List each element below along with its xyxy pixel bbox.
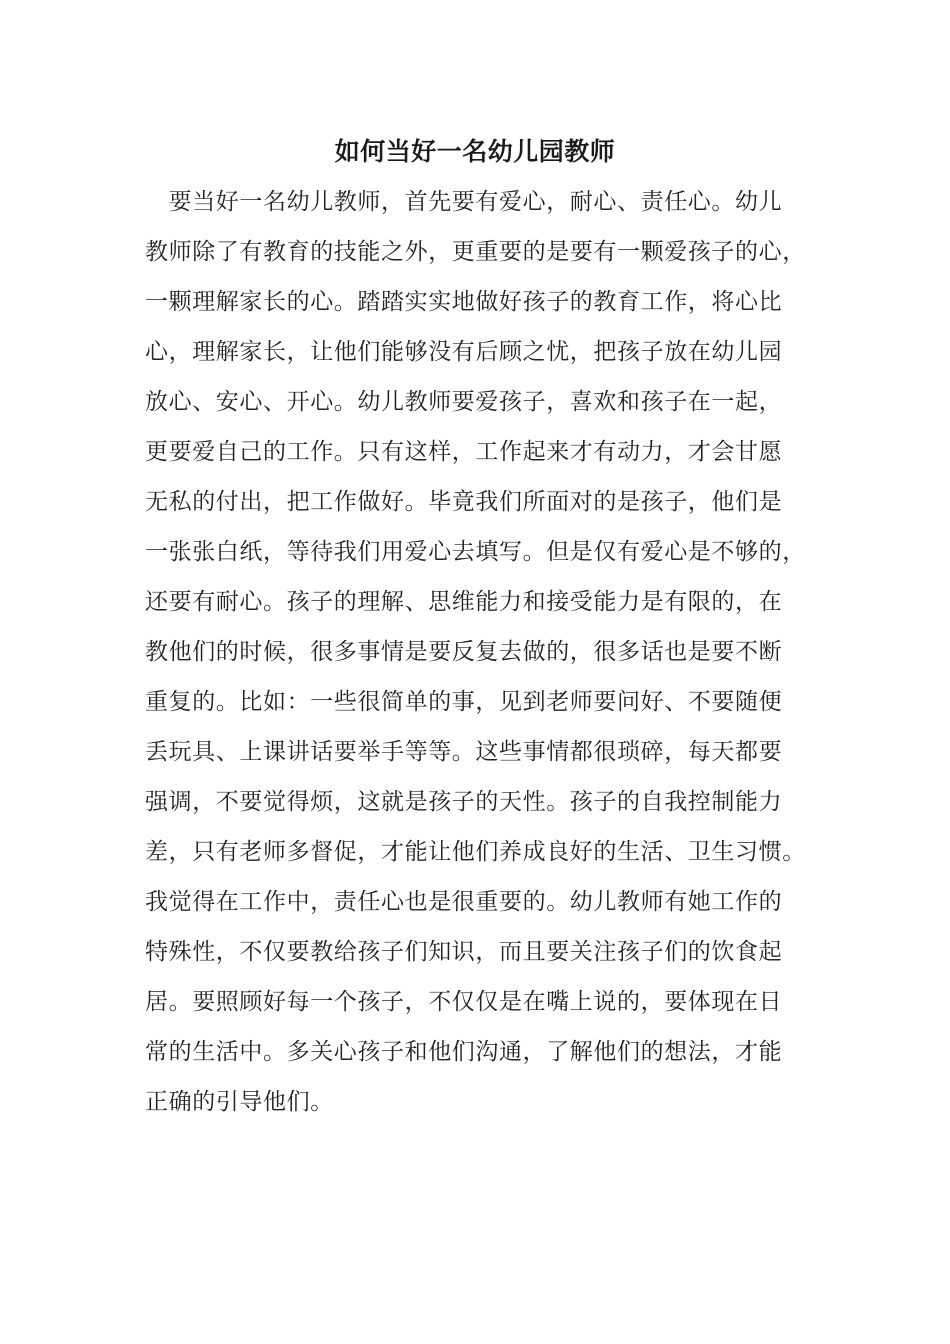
body-line: 心，理解家长，让他们能够没有后顾之忧，把孩子放在幼儿园 xyxy=(145,339,783,365)
body-line: 重复的。比如：一些很简单的事，见到老师要问好、不要随便 xyxy=(145,689,783,715)
body-line: 更要爱自己的工作。只有这样，工作起来才有动力，才会甘愿 xyxy=(145,439,783,465)
body-line: 一张张白纸，等待我们用爱心去填写。但是仅有爱心是不够的， xyxy=(145,539,806,565)
body-line: 特殊性，不仅要教给孩子们知识，而且要关注孩子们的饮食起 xyxy=(145,939,783,965)
body-line: 无私的付出，把工作做好。毕竟我们所面对的是孩子，他们是 xyxy=(145,489,783,515)
body-line: 一颗理解家长的心。踏踏实实地做好孩子的教育工作，将心比 xyxy=(145,289,783,315)
body-line: 强调，不要觉得烦，这就是孩子的天性。孩子的自我控制能力 xyxy=(145,789,783,815)
body-line: 差，只有老师多督促，才能让他们养成良好的生活、卫生习惯。 xyxy=(145,839,806,865)
body-line: 教他们的时候，很多事情是要反复去做的，很多话也是要不断 xyxy=(145,639,783,665)
body-line: 放心、安心、开心。幼儿教师要爱孩子，喜欢和孩子在一起， xyxy=(145,389,783,415)
document-title: 如何当好一名幼儿园教师 xyxy=(334,137,616,166)
body-line: 我觉得在工作中，责任心也是很重要的。幼儿教师有她工作的 xyxy=(145,889,783,915)
body-line: 正确的引导他们。 xyxy=(145,1089,334,1115)
document-body xyxy=(145,182,825,1132)
body-line: 丢玩具、上课讲话要举手等等。这些事情都很琐碎，每天都要 xyxy=(145,739,783,765)
body-line: 要当好一名幼儿教师，首先要有爱心，耐心、责任心。幼儿 xyxy=(145,189,783,215)
body-line: 还要有耐心。孩子的理解、思维能力和接受能力是有限的，在 xyxy=(145,589,783,615)
body-line: 教师除了有教育的技能之外，更重要的是要有一颗爱孩子的心， xyxy=(145,239,806,265)
body-line: 居。要照顾好每一个孩子，不仅仅是在嘴上说的，要体现在日 xyxy=(145,989,783,1015)
body-line: 常的生活中。多关心孩子和他们沟通，了解他们的想法，才能 xyxy=(145,1039,783,1065)
